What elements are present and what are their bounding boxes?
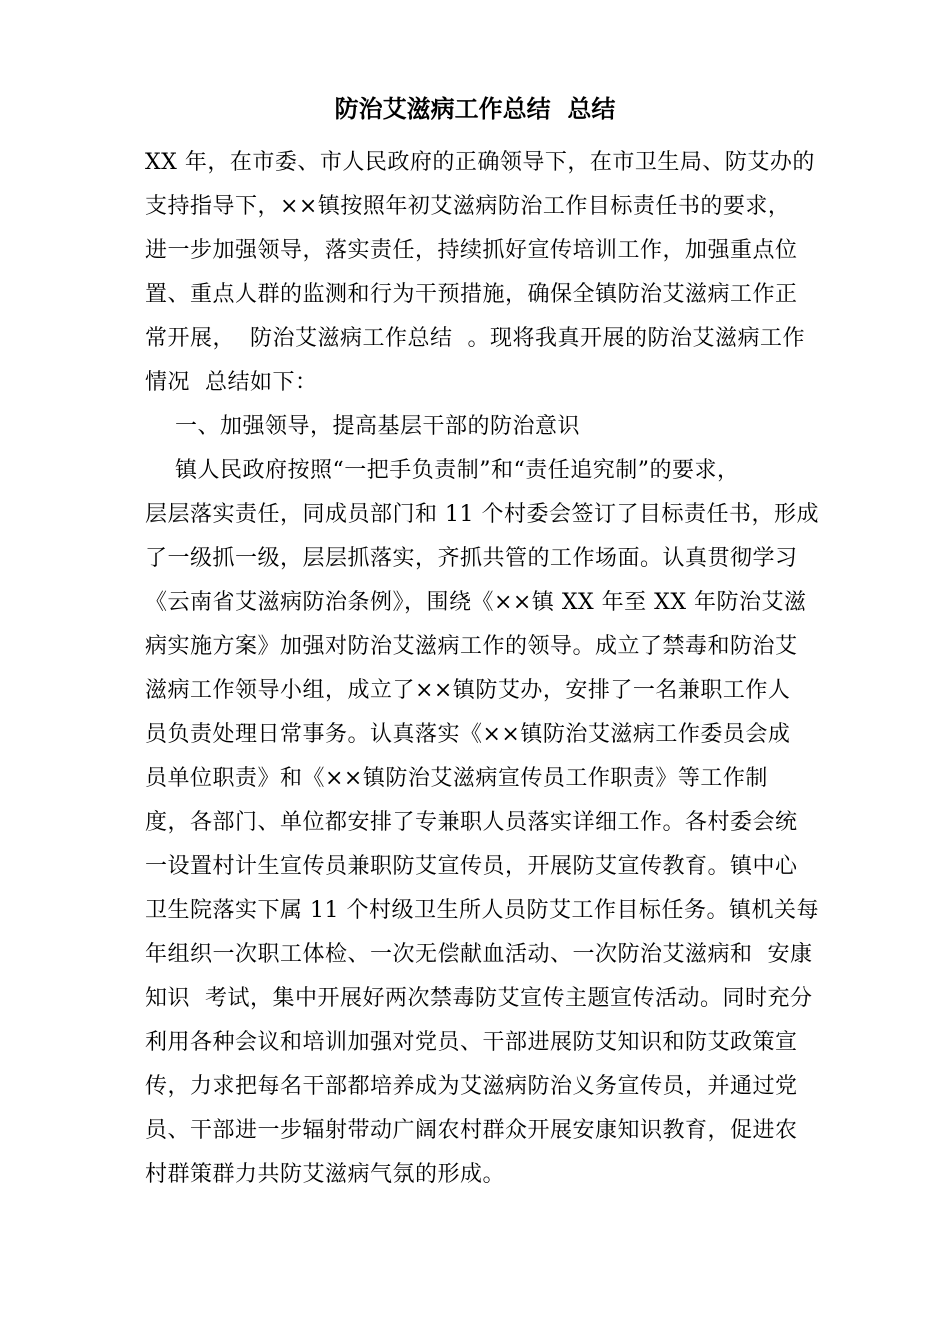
body-line: 传，力求把每名干部都培养成为艾滋病防治义务宣传员，并通过党 [145,1074,798,1099]
body-line: 年组织一次职工体检、一次无偿献血活动、一次防治艾滋病和 安康 [145,942,813,967]
body-line: 滋病工作领导小组，成立了××镇防艾办，安排了一名兼职工作人 [145,678,791,703]
document-body [145,141,819,1197]
body-line: 层层落实责任，同成员部门和 11 个村委会签订了目标责任书，形成 [145,502,819,527]
body-line: 了一级抓一级，层层抓落实，齐抓共管的工作场面。认真贯彻学习 [145,546,798,571]
body-line: 员单位职责》和《××镇防治艾滋病宣传员工作职责》等工作制 [145,766,768,791]
body-line: 情况 总结如下： [145,370,318,395]
body-line: 支持指导下，××镇按照年初艾滋病防治工作目标责任书的要求， [145,194,791,219]
body-line: 度，各部门、单位都安排了专兼职人员落实详细工作。各村委会统 [145,810,798,835]
body-line: 进一步加强领导，落实责任，持续抓好宣传培训工作，加强重点位 [145,238,798,263]
body-line: 镇人民政府按照“一把手负责制”和“责任追究制”的要求， [145,458,740,483]
body-line: XX 年，在市委、市人民政府的正确领导下，在市卫生局、防艾办的 [145,150,815,175]
body-line: 卫生院落实下属 11 个村级卫生所人员防艾工作目标任务。镇机关每 [145,898,819,923]
body-line: 一设置村计生宣传员兼职防艾宣传员，开展防艾宣传教育。镇中心 [145,854,798,879]
body-line: 置、重点人群的监测和行为干预措施，确保全镇防治艾滋病工作正 [145,282,798,307]
body-line: 知识 考试，集中开展好两次禁毒防艾宣传主题宣传活动。同时充分 [145,986,813,1011]
body-line: 常开展， 防治艾滋病工作总结 。现将我真开展的防治艾滋病工作 [145,326,805,351]
body-line: 《云南省艾滋病防治条例》，围绕《××镇 XX 年至 XX 年防治艾滋 [145,590,807,615]
body-line: 员负责处理日常事务。认真落实《××镇防治艾滋病工作委员会成 [145,722,791,747]
body-line: 村群策群力共防艾滋病气氛的形成。 [145,1162,506,1187]
body-line: 病实施方案》加强对防治艾滋病工作的领导。成立了禁毒和防治艾 [145,634,798,659]
document-title: 防治艾滋病工作总结 总结 [334,95,616,123]
body-line: 员、干部进一步辐射带动广阔农村群众开展安康知识教育，促进农 [145,1118,798,1143]
body-line: 利用各种会议和培训加强对党员、干部进展防艾知识和防艾政策宣 [145,1030,798,1055]
section-heading: 一、加强领导，提高基层干部的防治意识 [145,414,580,439]
